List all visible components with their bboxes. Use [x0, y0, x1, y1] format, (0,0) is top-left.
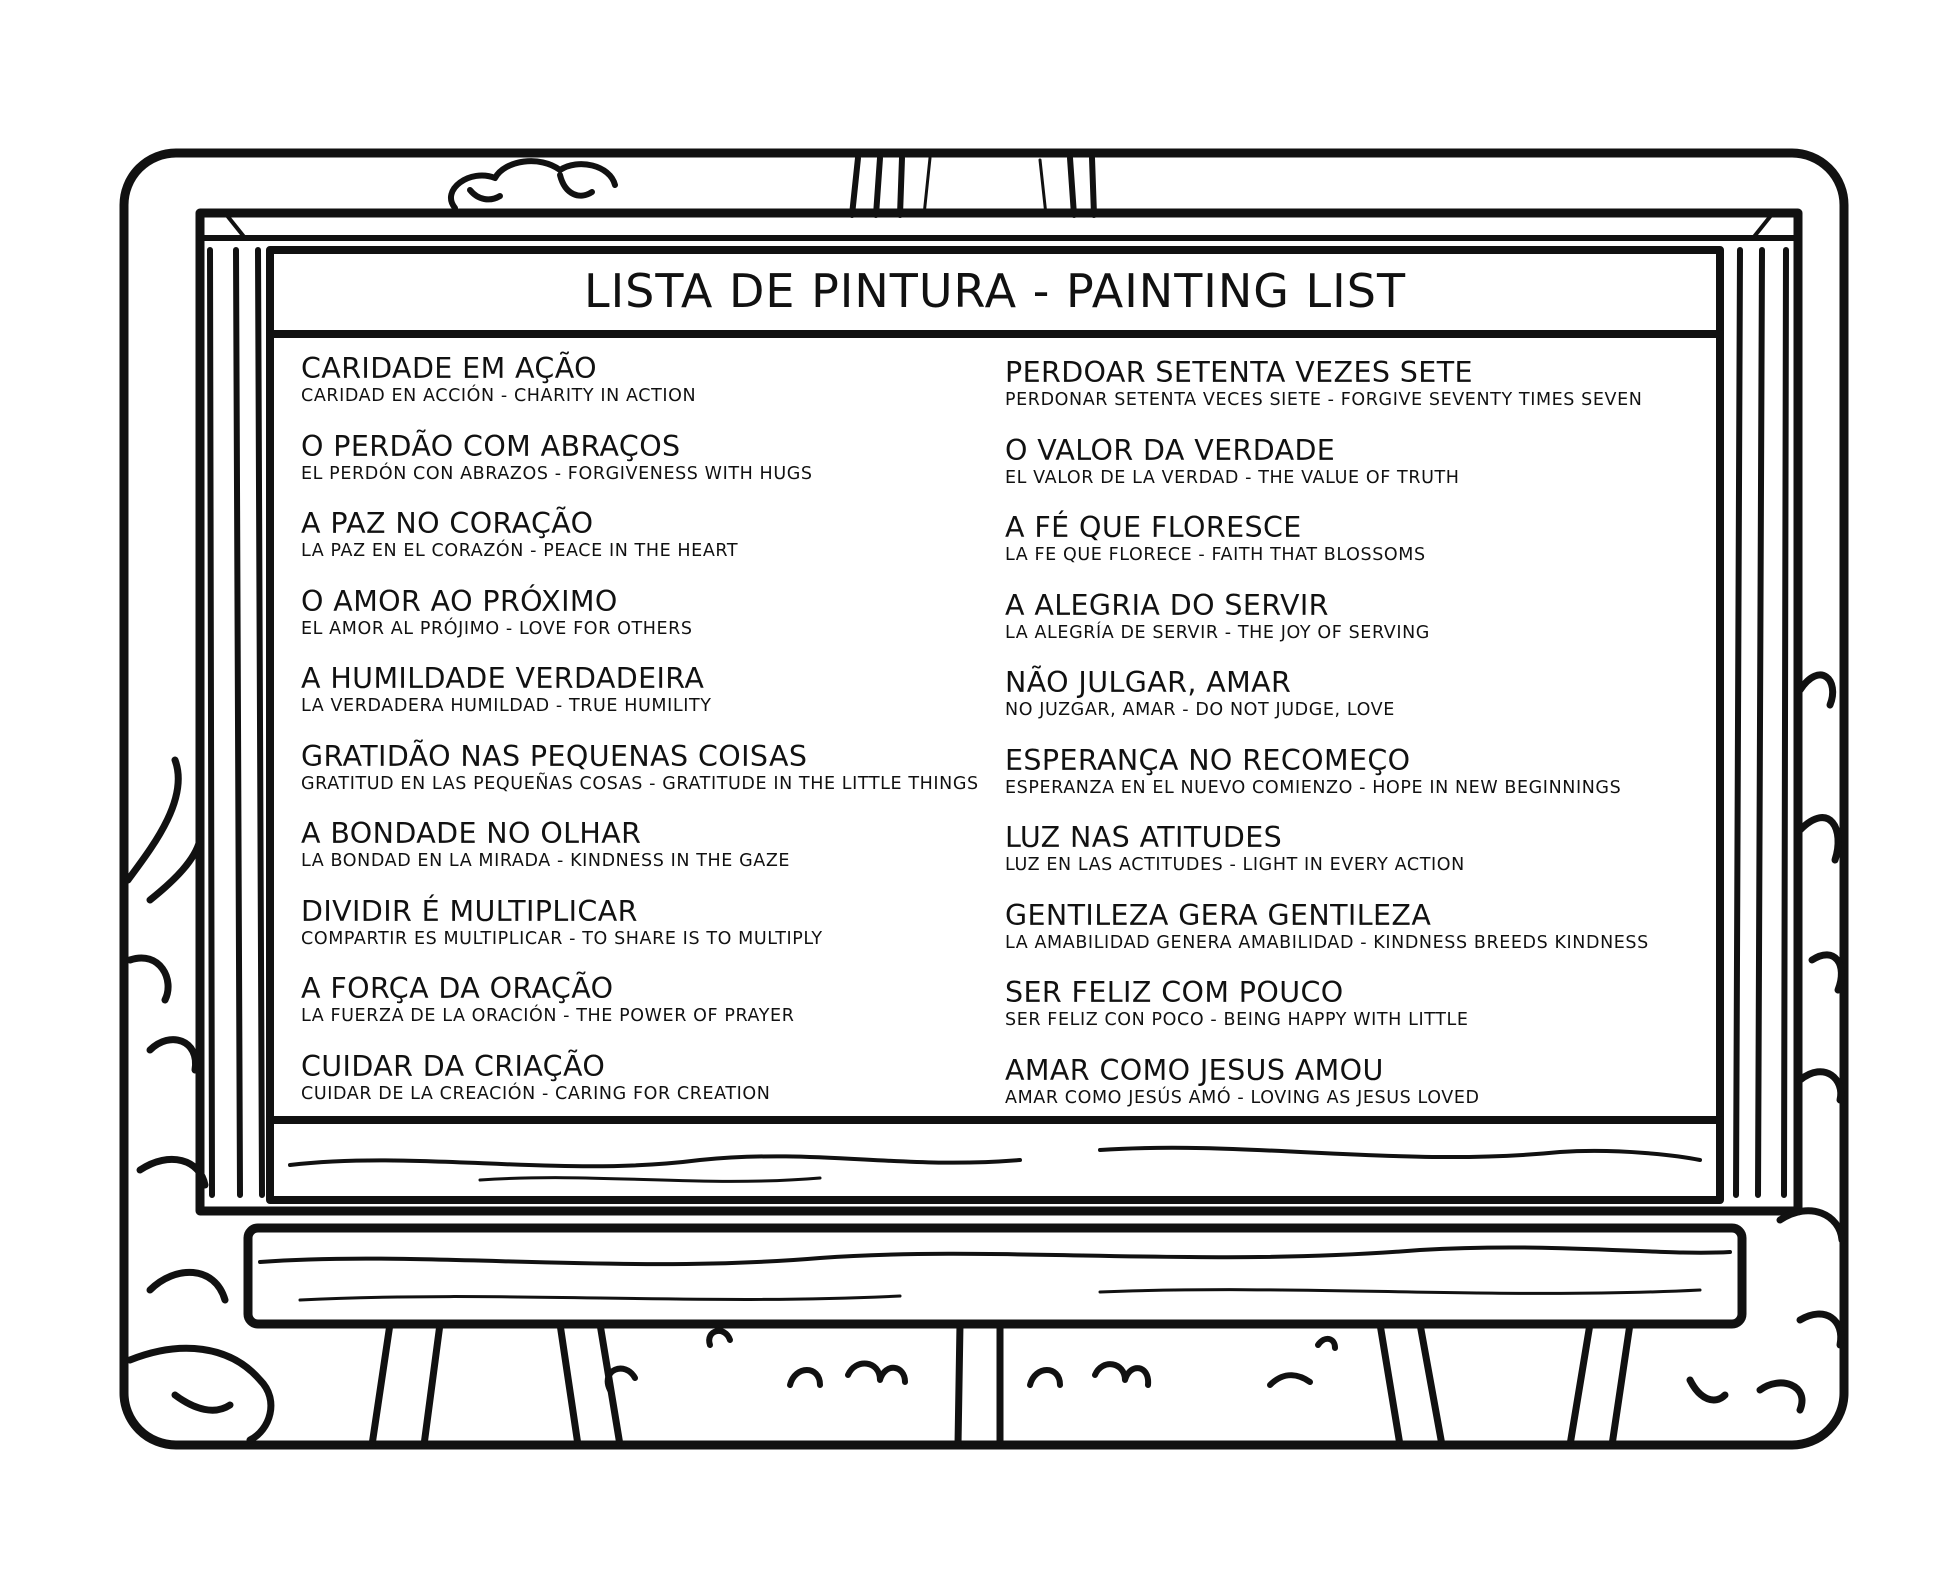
- item-subtitle: AMAR COMO JESÚS AMÓ - LOVING AS JESUS LOVED: [1005, 1087, 1480, 1108]
- item-title: PERDOAR SETENTA VEZES SETE: [1005, 356, 1473, 389]
- list-item: [301, 972, 1001, 1050]
- ground-squiggles: [608, 1331, 1335, 1390]
- list-item: [1005, 666, 1705, 744]
- item-title: A FÉ QUE FLORESCE: [1005, 511, 1302, 544]
- list-item: [1005, 821, 1705, 899]
- item-subtitle: COMPARTIR ES MULTIPLICAR - TO SHARE IS TO MULTIPLY: [301, 928, 823, 949]
- easel-legs: [372, 1324, 1630, 1445]
- list-item: [301, 1050, 1001, 1128]
- list-item: [1005, 511, 1705, 589]
- item-subtitle: CUIDAR DE LA CREACIÓN - CARING FOR CREATION: [301, 1083, 771, 1104]
- item-subtitle: LA FUERZA DE LA ORACIÓN - THE POWER OF PRAYER: [301, 1006, 795, 1026]
- list-item: [1005, 589, 1705, 667]
- item-subtitle: LUZ EN LAS ACTITUDES - LIGHT IN EVERY ACTION: [1005, 855, 1465, 875]
- item-subtitle: CARIDAD EN ACCIÓN - CHARITY IN ACTION: [301, 386, 697, 406]
- easel-crossbar: [248, 1228, 1742, 1324]
- list-item: [301, 430, 1001, 508]
- item-subtitle: GRATITUD EN LAS PEQUEÑAS COSAS - GRATITUDE IN THE LITTLE THINGS: [301, 773, 979, 794]
- item-subtitle: NO JUZGAR, AMAR - DO NOT JUDGE, LOVE: [1005, 700, 1395, 720]
- item-title: A FORÇA DA ORAÇÃO: [301, 972, 614, 1005]
- item-title: O AMOR AO PRÓXIMO: [301, 584, 618, 618]
- item-title: A BONDADE NO OLHAR: [301, 817, 642, 850]
- list-item: [1005, 356, 1705, 434]
- item-subtitle: ESPERANZA EN EL NUEVO COMIENZO - HOPE IN NEW BEGINNINGS: [1005, 777, 1622, 798]
- item-subtitle: LA FE QUE FLORECE - FAITH THAT BLOSSOMS: [1005, 545, 1426, 565]
- item-title: NÃO JULGAR, AMAR: [1005, 666, 1292, 699]
- item-title: A ALEGRIA DO SERVIR: [1005, 588, 1329, 622]
- list-item: [1005, 976, 1705, 1054]
- item-subtitle: LA PAZ EN EL CORAZÓN - PEACE IN THE HEART: [301, 541, 739, 561]
- list-item: [1005, 434, 1705, 512]
- item-subtitle: PERDONAR SETENTA VECES SIETE - FORGIVE SEVENTY TIMES SEVEN: [1005, 390, 1643, 410]
- item-title: A PAZ NO CORAÇÃO: [301, 507, 594, 540]
- easel-top-post: [852, 158, 1094, 215]
- item-subtitle: LA BONDAD EN LA MIRADA - KINDNESS IN THE GAZE: [301, 851, 791, 871]
- item-title: LUZ NAS ATITUDES: [1005, 821, 1283, 854]
- item-title: O VALOR DA VERDADE: [1005, 433, 1336, 467]
- item-title: AMAR COMO JESUS AMOU: [1005, 1053, 1384, 1087]
- list-item: [1005, 744, 1705, 822]
- list-item: [1005, 899, 1705, 977]
- item-subtitle: LA ALEGRÍA DE SERVIR - THE JOY OF SERVING: [1005, 622, 1430, 643]
- painting-list-left: [301, 352, 1001, 1127]
- item-subtitle: SER FELIZ CON POCO - BEING HAPPY WITH LITTLE: [1005, 1010, 1469, 1030]
- list-item: [301, 817, 1001, 895]
- item-title: GENTILEZA GERA GENTILEZA: [1005, 898, 1432, 932]
- item-title: SER FELIZ COM POUCO: [1005, 976, 1344, 1009]
- list-item: [1005, 1054, 1705, 1132]
- item-title: A HUMILDADE VERDADEIRA: [301, 662, 705, 695]
- item-subtitle: EL VALOR DE LA VERDAD - THE VALUE OF TRUTH: [1005, 467, 1460, 488]
- item-subtitle: LA AMABILIDAD GENERA AMABILIDAD - KINDNESS BREEDS KINDNESS: [1005, 932, 1649, 953]
- item-title: O PERDÃO COM ABRAÇOS: [301, 429, 681, 463]
- list-item: [301, 585, 1001, 663]
- page-title: LISTA DE PINTURA - PAINTING LIST: [583, 264, 1407, 318]
- item-subtitle: LA VERDADERA HUMILDAD - TRUE HUMILITY: [301, 696, 712, 716]
- item-title: GRATIDÃO NAS PEQUENAS COISAS: [301, 739, 808, 773]
- item-title: CARIDADE EM AÇÃO: [301, 352, 597, 385]
- top-bush: [451, 161, 615, 208]
- list-item: [301, 352, 1001, 430]
- list-item: [301, 895, 1001, 973]
- item-title: ESPERANÇA NO RECOMEÇO: [1005, 743, 1411, 777]
- list-item: [301, 740, 1001, 818]
- item-subtitle: EL AMOR AL PRÓJIMO - LOVE FOR OTHERS: [301, 618, 693, 639]
- item-title: CUIDAR DA CRIAÇÃO: [301, 1049, 606, 1083]
- right-bushes: [1690, 675, 1842, 1410]
- list-item: [301, 507, 1001, 585]
- painting-list-right: [1005, 356, 1705, 1131]
- item-title: DIVIDIR É MULTIPLICAR: [301, 894, 638, 928]
- list-item: [301, 662, 1001, 740]
- item-subtitle: EL PERDÓN CON ABRAZOS - FORGIVENESS WITH HUGS: [301, 463, 813, 484]
